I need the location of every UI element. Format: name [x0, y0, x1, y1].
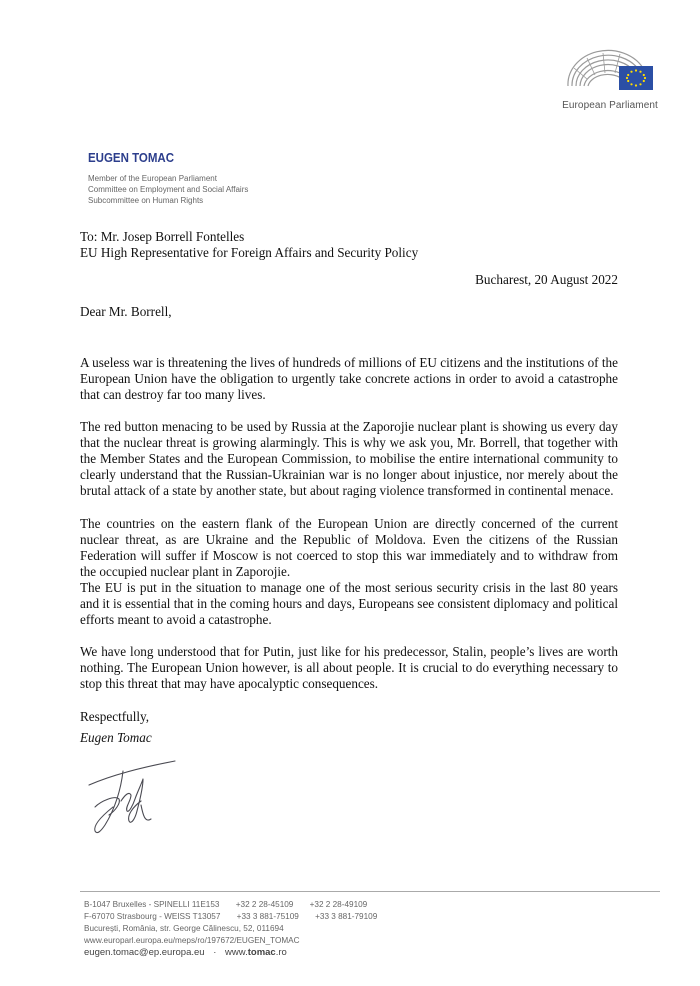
sender-roles [88, 173, 248, 206]
sender-role: Committee on Employment and Social Affairs [88, 185, 249, 194]
closing: Respectfully, [80, 709, 150, 724]
website-prefix: www. [225, 947, 248, 958]
footer-strasbourg [84, 911, 377, 923]
footer-separator: · [213, 947, 217, 958]
recipient-title: EU High Representative for Foreign Affairs and Security Policy [80, 245, 419, 260]
hemicycle-flag-icon [565, 46, 655, 98]
strasbourg-address: F-67070 Strasbourg - WEISS T13057 [84, 912, 221, 921]
letter-date: Bucharest, 20 August 2022 [475, 272, 618, 287]
salutation: Dear Mr. Borrell, [80, 304, 172, 319]
sender-role: Subcommittee on Human Rights [88, 196, 204, 205]
brussels-address: B-1047 Bruxelles - SPINELLI 11E153 [84, 900, 220, 909]
footer-email-row [84, 947, 377, 959]
sender-name: EUGEN TOMAC [88, 151, 175, 165]
sender-role: Member of the European Parliament [88, 174, 217, 183]
footer-bucharest: București, România, str. George Călinescu, 52, 011694 [84, 924, 284, 933]
body-paragraph: The countries on the eastern flank of the European Union are directly concerned of the current nuclear threat, as are Ukraine and the Republic of Moldova. Even the citizens of the Russian Federation will suffer if Moscow is not coerced to stop this war immediately and to withdraw from the occupied nuclear plant in Zaporojie. [80, 516, 618, 579]
profile-url-link[interactable]: www.europarl.europa.eu/meps/ro/197672/EUGEN_TOMAC [84, 936, 300, 945]
strasbourg-fax: +33 3 881-79109 [315, 912, 378, 921]
brussels-phone: +32 2 28-45109 [235, 900, 294, 909]
signer-name: Eugen Tomac [80, 730, 152, 745]
strasbourg-phone: +33 3 881-75109 [236, 912, 299, 921]
footer-contacts [84, 899, 377, 959]
website-suffix: .ro [275, 947, 287, 958]
footer-brussels [84, 899, 377, 911]
ep-logo [555, 46, 665, 116]
body-paragraph: The red button menacing to be used by Russia at the Zaporojie nuclear plant is showing us every day that the nuclear threat is growing alarmingly. This is why we ask you, Mr. Borrell, that together with the Member States and the European Commission, to mobilise the entire international community to clearly understand that the Russian-Ukrainian war is no longer about injustice, nor merely about the brutal attack of a state by another state, but about raging violence transformed in continental menace. [80, 419, 618, 498]
ep-logo-text: European Parliament [562, 100, 658, 111]
recipient-to: To: Mr. Josep Borrell Fontelles [80, 229, 245, 244]
body-paragraph: The EU is put in the situation to manage one of the most serious security crisis in the last 80 years and it is essential that in the coming hours and days, Europeans see consistent diplomacy and political efforts meant to avoid a catastrophe. [80, 580, 619, 627]
website-name: tomac [247, 947, 276, 958]
brussels-fax: +32 2 28-49109 [309, 900, 368, 909]
body-paragraph: We have long understood that for Putin, just like for his predecessor, Stalin, people’s lives are worth nothing. The European Union however, is all about people. It is crucial to do everything necessary to stop this threat that may have apocalyptic consequences. [80, 644, 618, 691]
handwritten-signature [85, 755, 185, 837]
email-link[interactable]: eugen.tomac@ep.europa.eu [84, 947, 205, 958]
website-link[interactable] [225, 947, 287, 958]
footer-divider [80, 891, 660, 892]
body-paragraph: A useless war is threatening the lives of hundreds of millions of EU citizens and the institutions of the European Union have the obligation to urgently take concrete actions in order to avoid a catastrophe that can destroy far too many lives. [80, 355, 618, 402]
